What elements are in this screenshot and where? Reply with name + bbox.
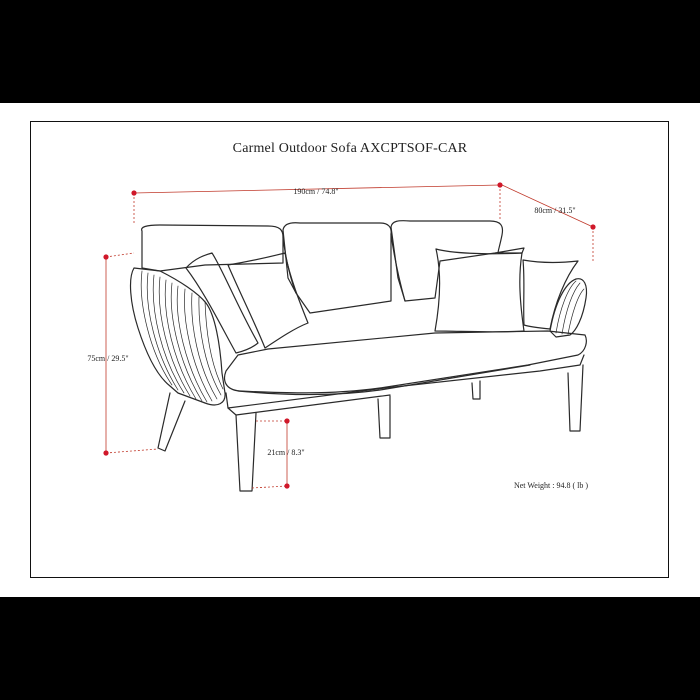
leg-back-middle: [472, 381, 480, 399]
pillow-left-back: [186, 253, 258, 353]
dimension-lines: [106, 185, 593, 488]
product-title: Carmel Outdoor Sofa AXCPTSOF-CAR: [232, 141, 468, 156]
pillow-right-back: [523, 260, 578, 329]
pillow-right-front: [435, 249, 524, 332]
back-cushion-left: [142, 225, 283, 271]
left-armrest-rope: [141, 271, 223, 402]
leg-front-left: [236, 413, 256, 491]
marker-width-right: [497, 182, 502, 187]
back-cushion-right: [391, 221, 524, 301]
marker-depth: [590, 224, 595, 229]
sofa-line-drawing: [0, 103, 700, 597]
pillow-left-front: [228, 253, 308, 348]
marker-width-left: [131, 190, 136, 195]
back-cushion-seam: [391, 234, 405, 301]
depth-label: 80cm / 31.5": [534, 206, 576, 215]
marker-height-top: [103, 254, 108, 259]
leg-front-middle: [378, 396, 390, 438]
width-label: 190cm / 74.8": [293, 187, 339, 196]
leg-back-left: [158, 393, 185, 451]
seat-clearance-label: 21cm / 8.3": [267, 448, 305, 457]
leg-front-right: [568, 365, 583, 431]
seat-rail: [226, 355, 584, 408]
seat-cushion: [225, 331, 587, 393]
height-label: 75cm / 29.5": [87, 354, 129, 363]
marker-clearance-top: [284, 418, 289, 423]
marker-clearance-bottom: [284, 483, 289, 488]
diagram-sheet: [0, 103, 700, 597]
seat-cushion-edge: [238, 365, 530, 395]
marker-height-bottom: [103, 450, 108, 455]
net-weight-label: Net Weight : 94.8 ( lb ): [513, 481, 589, 490]
sofa-outline: [131, 221, 587, 491]
dimension-markers: [103, 182, 595, 488]
right-armrest-rope: [556, 281, 584, 334]
